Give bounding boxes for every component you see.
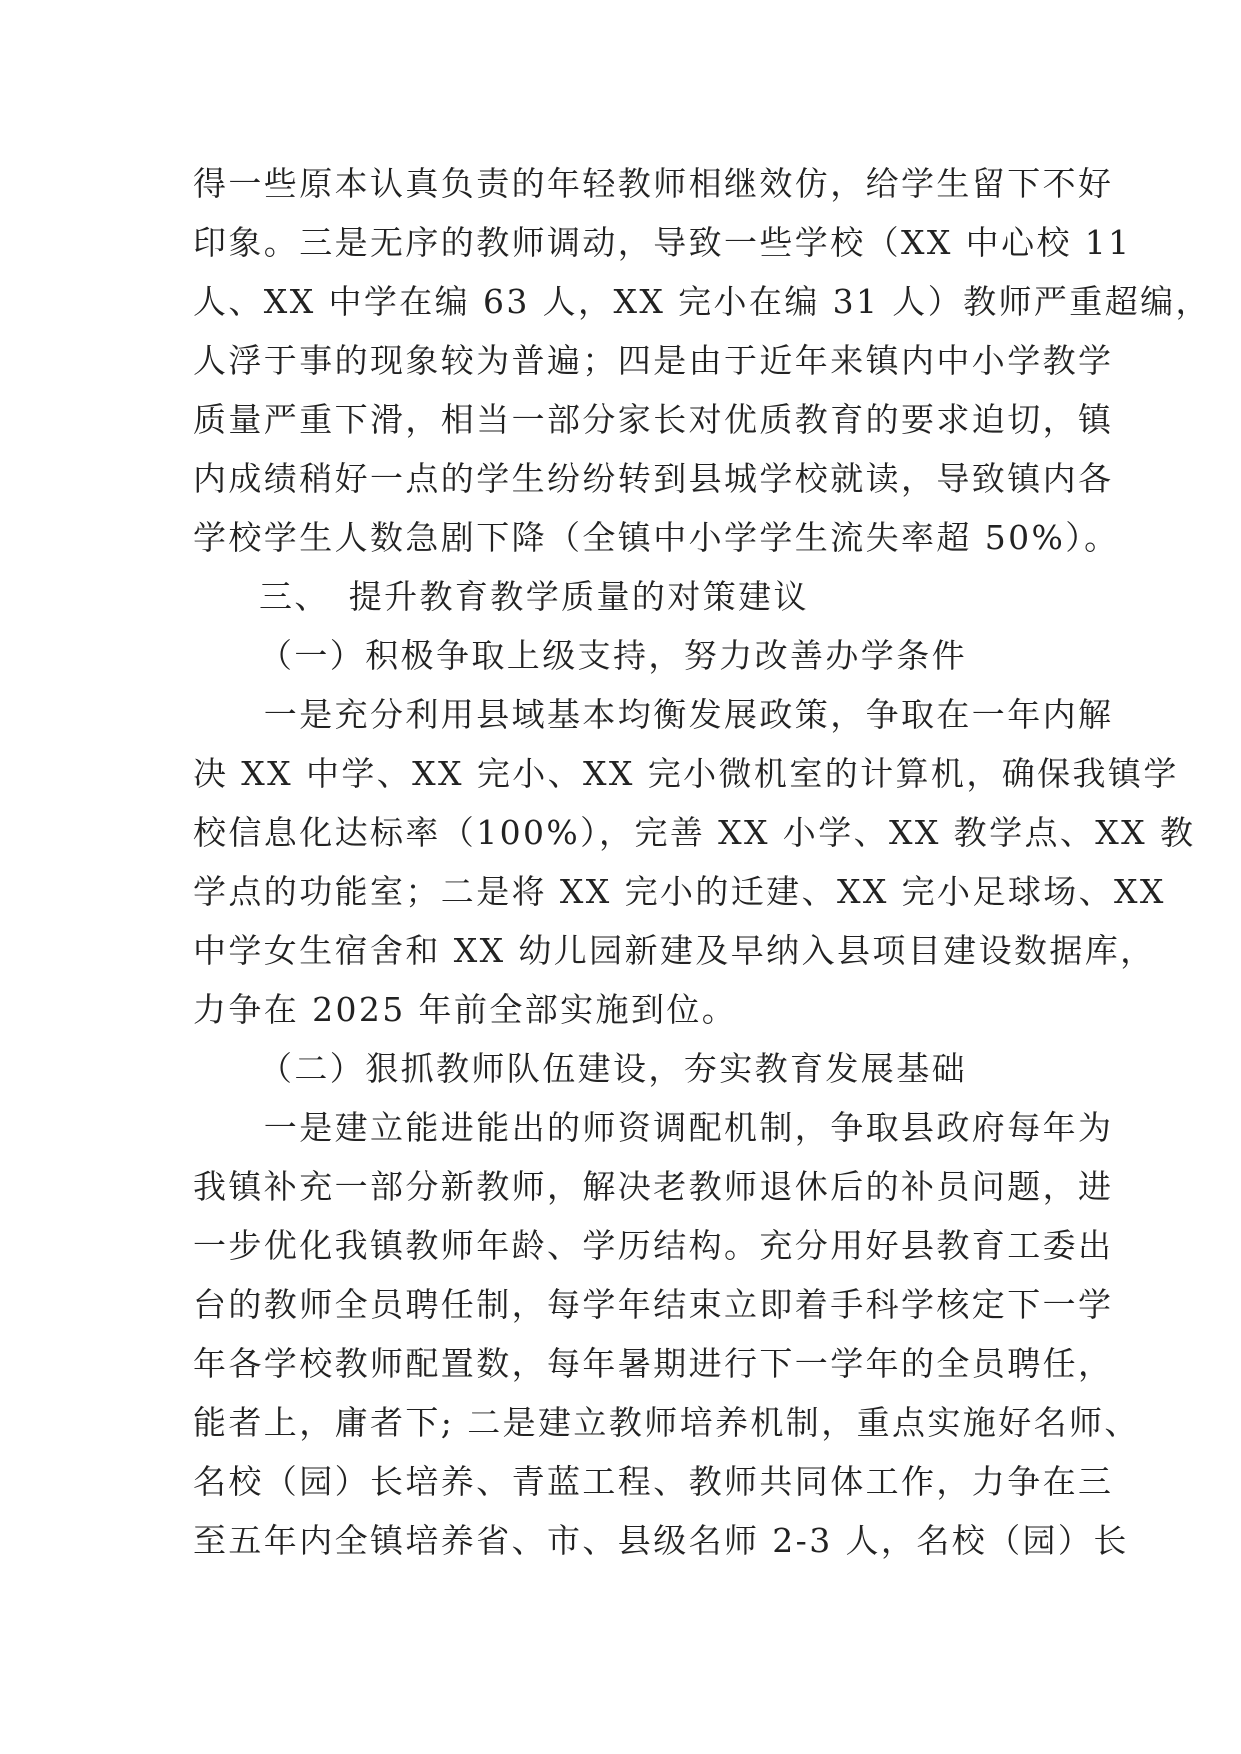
body-line: 得一些原本认真负责的年轻教师相继效仿，给学生留下不好 bbox=[193, 164, 1114, 203]
body-line: 人、XX 中学在编 63 人，XX 完小在编 31 人）教师严重超编， bbox=[193, 282, 1211, 321]
body-line: 一是建立能进能出的师资调配机制，争取县政府每年为 bbox=[193, 1108, 1114, 1147]
subsection-heading: （二）狠抓教师队伍建设，夯实教育发展基础 bbox=[259, 1049, 967, 1088]
body-line: 学校学生人数急剧下降（全镇中小学学生流失率超 50%）。 bbox=[193, 518, 1120, 557]
body-line: 印象。三是无序的教师调动，导致一些学校（XX 中心校 11 bbox=[193, 223, 1132, 262]
body-line: 校信息化达标率（100%），完善 XX 小学、XX 教学点、XX 教 bbox=[193, 813, 1196, 852]
body-line: 名校（园）长培养、青蓝工程、教师共同体工作，力争在三 bbox=[193, 1462, 1114, 1501]
body-line: 学点的功能室；二是将 XX 完小的迁建、XX 完小足球场、XX bbox=[193, 872, 1166, 911]
subsection-heading: （一）积极争取上级支持，努力改善办学条件 bbox=[259, 636, 967, 675]
body-line: 至五年内全镇培养省、市、县级名师 2-3 人，名校（园）长 bbox=[193, 1521, 1129, 1560]
body-line: 人浮于事的现象较为普遍；四是由于近年来镇内中小学教学 bbox=[193, 341, 1114, 380]
body-line: 我镇补充一部分新教师，解决老教师退休后的补员问题，进 bbox=[193, 1167, 1114, 1206]
body-line: 决 XX 中学、XX 完小、XX 完小微机室的计算机，确保我镇学 bbox=[193, 754, 1179, 793]
document-body bbox=[193, 154, 1211, 1570]
body-line: 中学女生宿舍和 XX 幼儿园新建及早纳入县项目建设数据库， bbox=[193, 931, 1156, 970]
body-line: 台的教师全员聘任制，每学年结束立即着手科学核定下一学 bbox=[193, 1285, 1114, 1324]
body-line: 力争在 2025 年前全部实施到位。 bbox=[193, 990, 738, 1029]
section-heading: 三、 提升教育教学质量的对策建议 bbox=[259, 577, 809, 616]
body-line: 一是充分利用县域基本均衡发展政策，争取在一年内解 bbox=[193, 695, 1114, 734]
body-line: 年各学校教师配置数，每年暑期进行下一学年的全员聘任， bbox=[193, 1344, 1114, 1383]
body-line: 内成绩稍好一点的学生纷纷转到县城学校就读，导致镇内各 bbox=[193, 459, 1114, 498]
body-line: 质量严重下滑，相当一部分家长对优质教育的要求迫切，镇 bbox=[193, 400, 1114, 439]
body-line: 能者上，庸者下; 二是建立教师培养机制，重点实施好名师、 bbox=[193, 1403, 1140, 1442]
body-line: 一步优化我镇教师年龄、学历结构。充分用好县教育工委出 bbox=[193, 1226, 1114, 1265]
